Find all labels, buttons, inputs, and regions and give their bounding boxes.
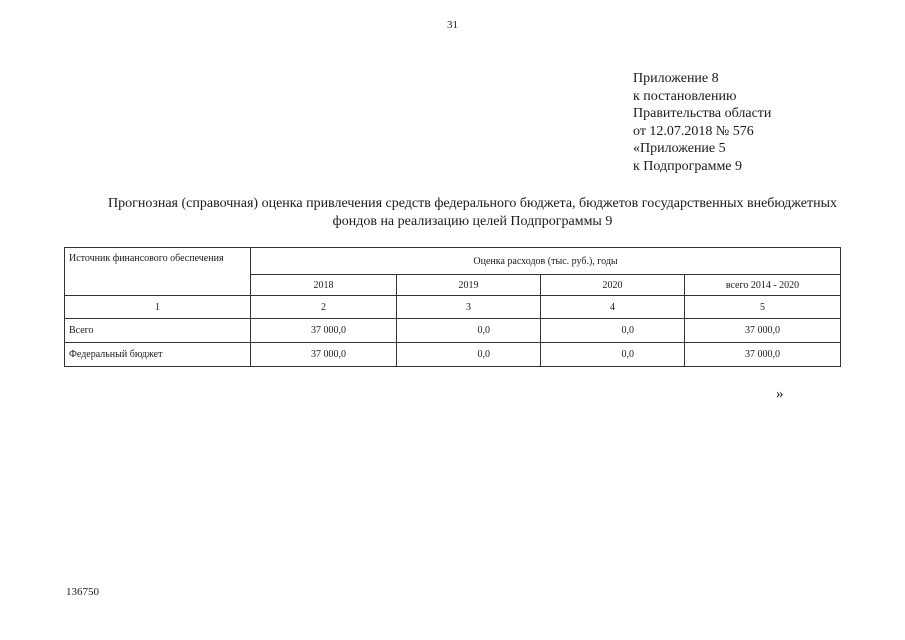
year-header: 2020: [541, 275, 685, 296]
cell-value: 37 000,0: [251, 319, 397, 343]
appendix-line: к постановлению: [633, 88, 737, 104]
appendix-line: Правительства области: [633, 106, 772, 122]
column-number-row: [65, 296, 841, 319]
column-number: 4: [541, 296, 685, 319]
row-label: Федеральный бюджет: [65, 343, 251, 367]
year-header: 2019: [397, 275, 541, 296]
cell-value: 0,0: [397, 319, 541, 343]
appendix-block: [633, 70, 771, 176]
cell-value: 0,0: [397, 343, 541, 367]
appendix-line: к Подпрограмме 9: [633, 158, 743, 174]
year-header: 2018: [251, 275, 397, 296]
table-row: [65, 343, 841, 367]
cell-value: 0,0: [541, 343, 685, 367]
row-label: Всего: [65, 319, 251, 343]
column-number: 3: [397, 296, 541, 319]
table-header-row: [65, 248, 841, 275]
cell-value: 0,0: [541, 319, 685, 343]
footer-code: 136750: [66, 586, 99, 598]
appendix-line: Приложение 8: [633, 71, 719, 86]
cell-value: 37 000,0: [685, 319, 841, 343]
column-number: 5: [685, 296, 841, 319]
source-header: Источник финансового обеспечения: [65, 248, 251, 296]
page-number: 31: [447, 19, 458, 31]
closing-quote: »: [776, 386, 784, 402]
appendix-line: «Приложение 5: [633, 141, 726, 157]
funding-table: [64, 247, 841, 367]
document-title: [40, 195, 905, 230]
cell-value: 37 000,0: [251, 343, 397, 367]
title-line-1: Прогнозная (справочная) оценка привлечения средств федерального бюджета, бюджетов государственных внебюджетных: [107, 196, 838, 211]
column-number: 2: [251, 296, 397, 319]
column-number: 1: [65, 296, 251, 319]
estimate-header: Оценка расходов (тыс. руб.), годы: [251, 248, 841, 275]
table-row: [65, 319, 841, 343]
title-line-2: фондов на реализацию целей Подпрограммы 9: [332, 213, 613, 229]
cell-value: 37 000,0: [685, 343, 841, 367]
year-header-total: всего 2014 - 2020: [685, 275, 841, 296]
appendix-line: от 12.07.2018 № 576: [633, 123, 754, 139]
